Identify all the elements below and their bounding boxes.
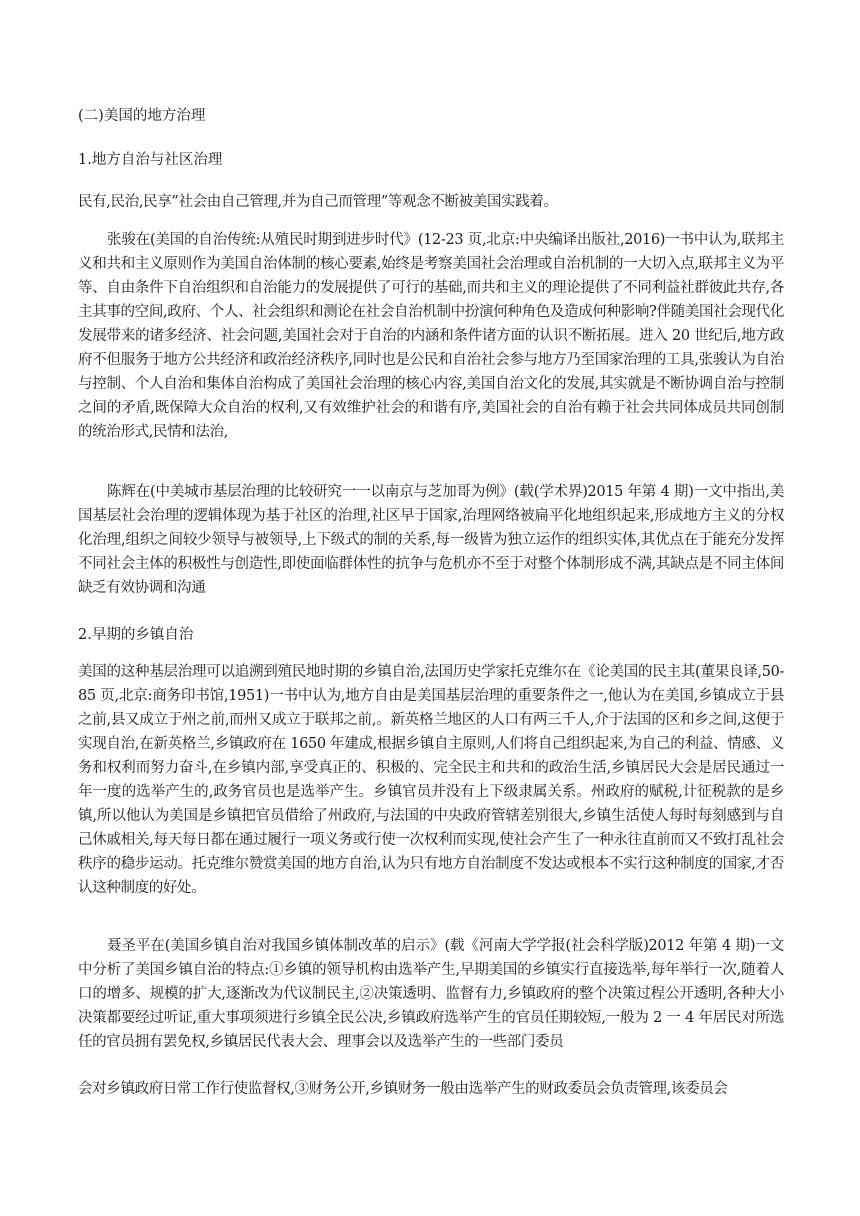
paragraph-tocqueville: 美国的这种基层治理可以追溯到殖民地时期的乡镇自治,法国历史学家托克维尔在《论美国的民主其(董果良译,50-85 页,北京:商务印书馆,1951)一书中认为,地方自由是美国基层治理的重要条件之一,他认为在美国,乡镇成立于县之前,县又成立于州之前,而州又成立于联邦之前,。新英格兰地区的人口有两三千人,介于法国的区和乡之间,这便于实现自治,在新英格兰,乡镇政府在 1650 年建成,根据乡镇自主原则,人们将自己组织起来,为自己的利益、情感、义务和权利而努力奋斗,在乡镇内部,享受真正的、积极的、完全民主和共和的政治生活,乡镇居民大会是居民通过一年一度的选举产生的,政务官员也是选举产生。乡镇官员并没有上下级隶属关系。州政府的赋税,计征税款的是乡镇,所以他认为美国是乡镇把官员借给了州政府,与法国的中央政府管辖差别很大,乡镇生活使人每时每刻感到与自己休戚相关,每天每日都在通过履行一项义务或行使一次权利而实现,使社会产生了一种永往直前而又不致打乱社会秩序的稳步运动。托克维尔赞赏美国的地方自治,认为只有地方自治制度不发达或根本不实行这种制度的国家,才否认这种制度的好处。 bbox=[78, 664, 784, 896]
section-title: (二)美国的地方治理 bbox=[78, 108, 206, 124]
paragraph-nie-shengping: 聂圣平在(美国乡镇自治对我国乡镇体制改革的启示》(载《河南大学学报(社会科学版)2012 年第 4 期)一文中分析了美国乡镇自治的特点:①乡镇的领导机构由选举产生,早期美国的乡镇实行直接选举,每年举行一次,随着人口的增多、规模的扩大,逐渐改为代议制民主,②决策透明、监督有力,乡镇政府的整个决策过程公开透明,各种大小决策都要经过听证,重大事项须进行乡镇全民公决,乡镇政府选举产生的官员任期较短,一般为 2 一 4 年居民对所选任的官员拥有罢免权,乡镇居民代表大会、理事会以及选举产生的一些部门委员 bbox=[78, 938, 784, 1050]
subsection-title-local-autonomy: 1.地方自治与社区治理 bbox=[78, 152, 223, 168]
subsection-title-township-autonomy: 2.早期的乡镇自治 bbox=[78, 627, 194, 643]
paragraph-finance-supervision: 会对乡镇政府日常工作行使监督权,③财务公开,乡镇财务一般由选举产生的财政委员会负责管理,该委员会 bbox=[78, 1081, 728, 1097]
paragraph-democracy-ideas: 民有,民治,民享”社会由自己管理,并为自己而管理”等观念不断被美国实践着。 bbox=[78, 194, 558, 210]
paragraph-chen-hui: 陈辉在(中美城市基层治理的比较研究一一以南京与芝加哥为例》(载(学术界)2015 年第 4 期)一文中指出,美国基层社会治理的逻辑体现为基于社区的治理,社区早于国家,治理网络被扁平化地组织起来,形成地方主义的分权化治理,组织之间较少领导与被领导,上下级式的制的关系,每一级皆为独立运作的组织实体,其优点在于能充分发挥不同社会主体的积极性与创造性,即使面临群体性的抗争与危机亦不至于对整个体制形成不满,其缺点是不同主体间缺乏有效协调和沟通 bbox=[78, 484, 784, 596]
paragraph-zhang-jun: 张骏在(美国的自治传统:从殖民时期到进步时代》(12-23 页,北京:中央编译出版社,2016)一书中认为,联邦主义和共和主义原则作为美国自治体制的核心要素,始终是考察美国社会治理或自治机制的一大切入点,联邦主义为平等、自由条件下自治组织和自治能力的发展提供了可行的基础,而共和主义的理论提供了不同利益社群彼此共存,各主其事的空间,政府、个人、社会组织和测论在社会自治机制中扮演何种角色及造成何种影响?伴随美国社会现代化发展带来的诸多经济、社会问题,美国社会对于自治的内涵和条件诸方面的认识不断拓展。进入 20 世纪后,地方政府不但服务于地方公共经济和政治经济秩序,同时也是公民和自治社会参与地方乃至国家治理的工具,张骏认为自治与控制、个人自治和集体自治构成了美国社会治理的核心内容,美国自治文化的发展,其实就是不断协调自治与控制之间的矛盾,既保障大众自治的权利,又有效维护社会的和谐有序,美国社会的自治有赖于社会共同体成员共同创制的统治形式,民情和法治, bbox=[78, 232, 784, 440]
